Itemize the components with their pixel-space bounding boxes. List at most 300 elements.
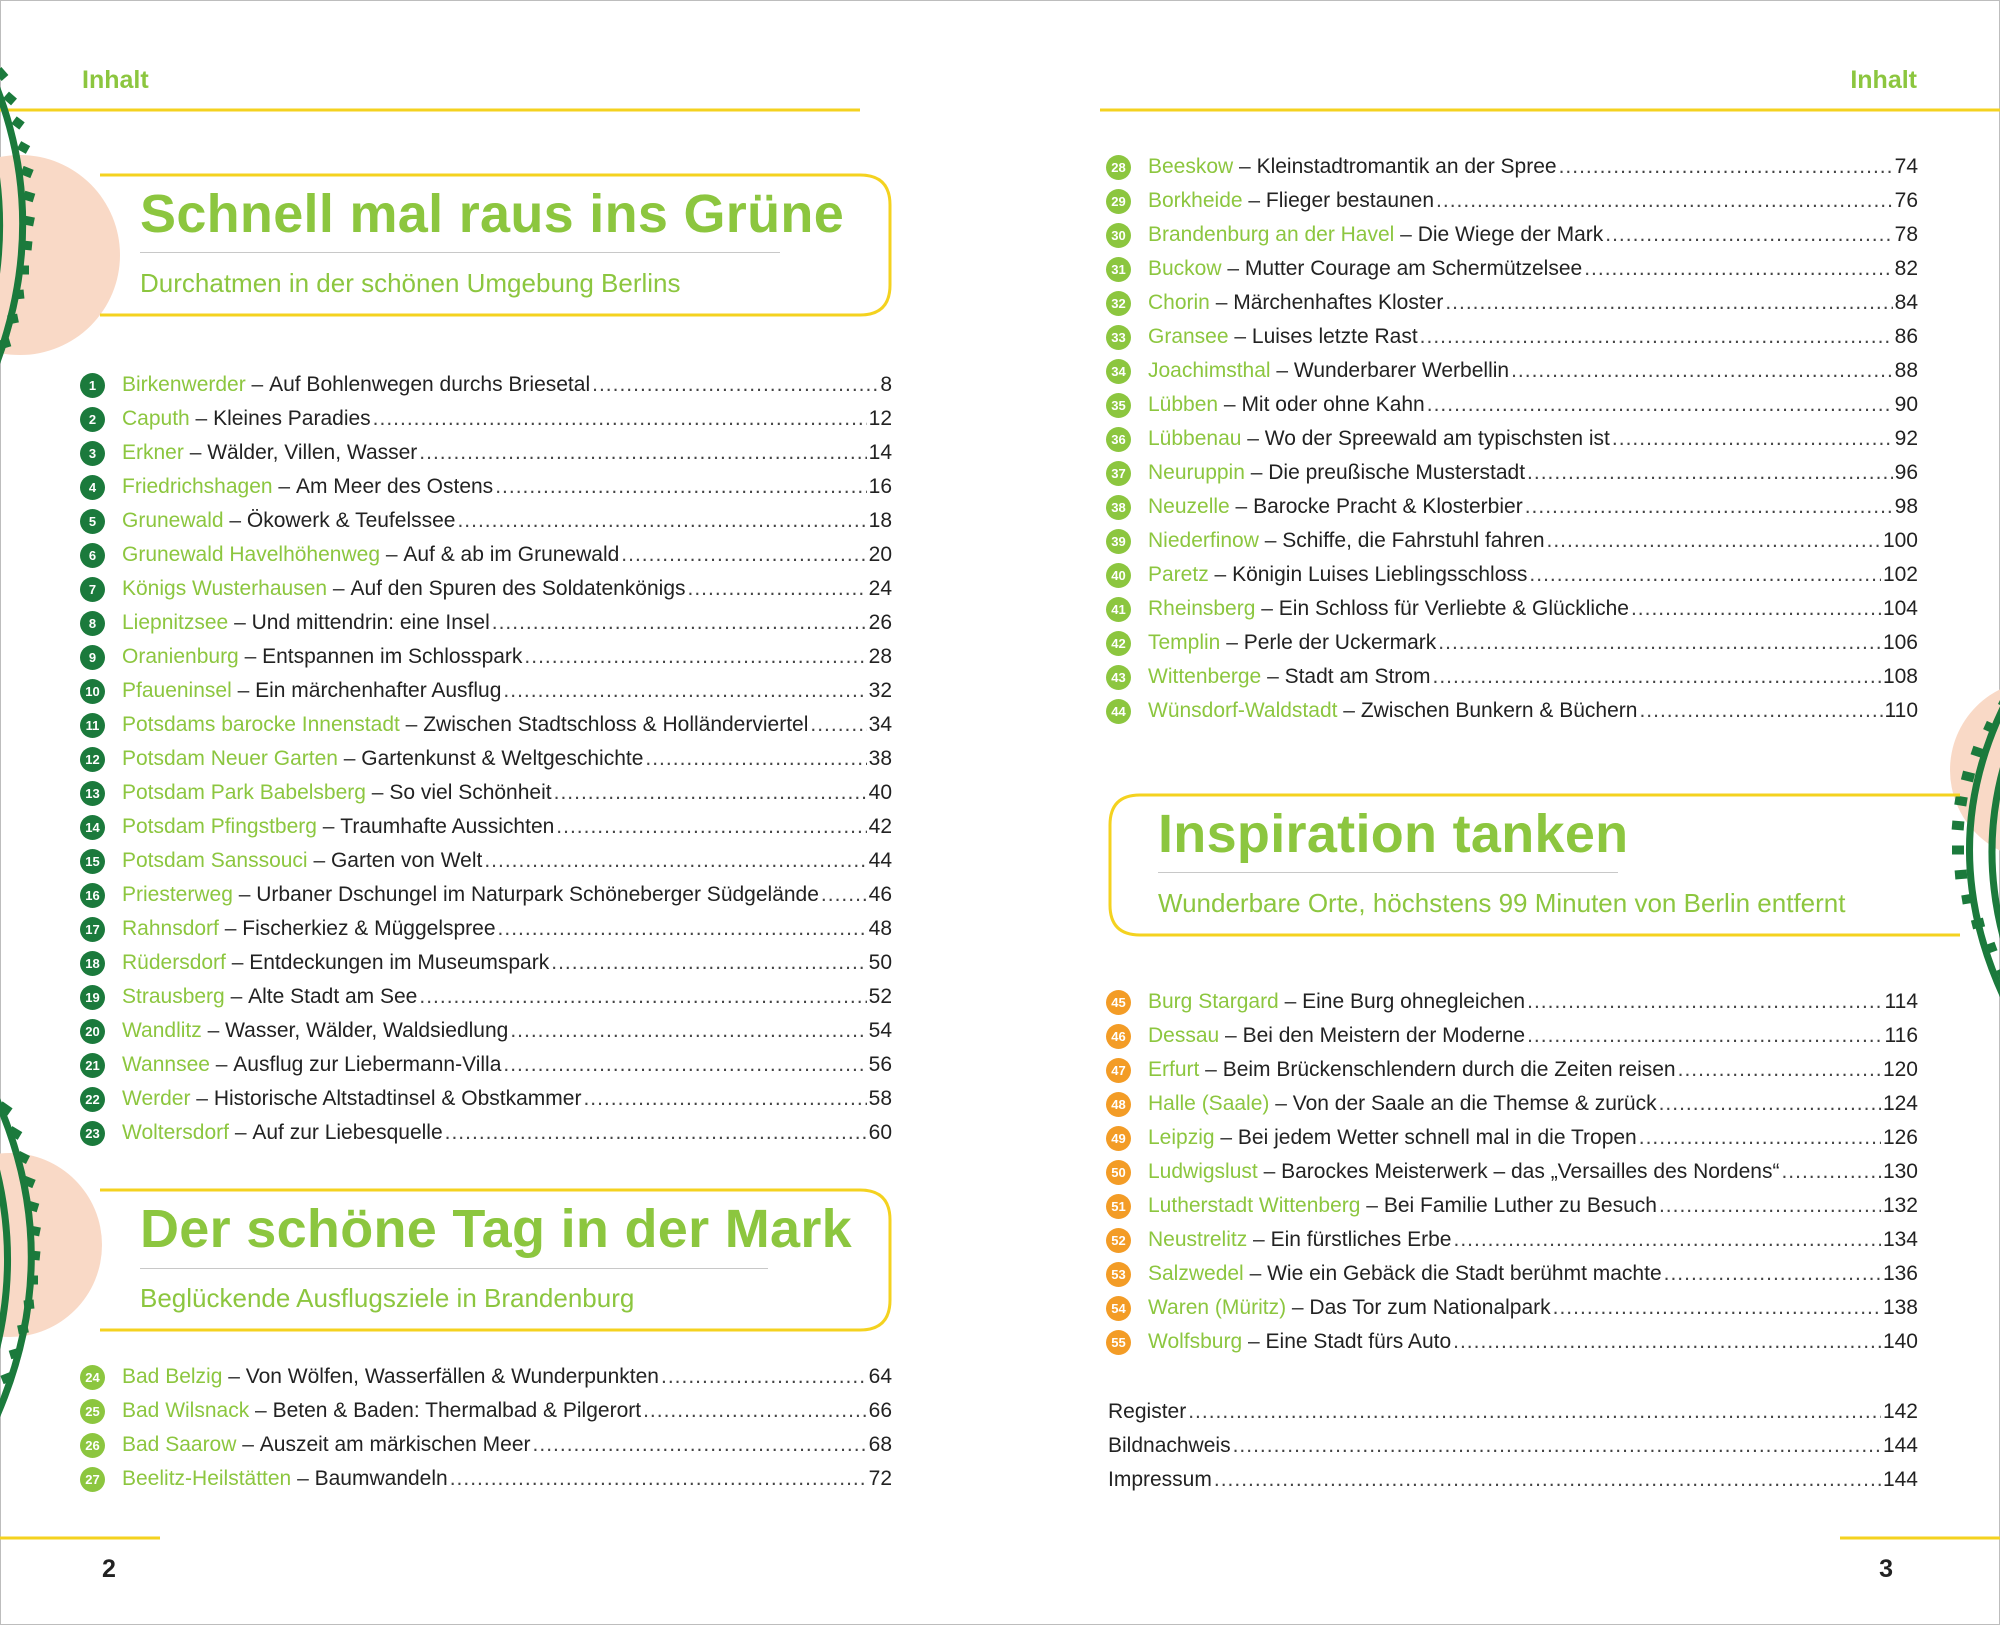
entry-separator: –: [231, 679, 256, 702]
toc-entry[interactable]: [1106, 354, 1918, 388]
entry-place: Wandlitz: [122, 1019, 202, 1042]
entry-number-badge: 32: [1106, 291, 1131, 316]
entry-place: Bad Saarow: [122, 1433, 237, 1456]
toc-entry[interactable]: [80, 1048, 892, 1082]
toc-entry[interactable]: [80, 878, 892, 912]
entry-place: Paretz: [1148, 563, 1209, 586]
leader-dots: [1559, 155, 1893, 179]
leader-dots: [1529, 563, 1881, 587]
leader-dots: [419, 985, 866, 1009]
leader-dots: [643, 1399, 867, 1423]
leader-dots: [1612, 427, 1893, 451]
entry-number-badge: 1: [80, 373, 105, 398]
leader-dots: [1527, 1024, 1882, 1048]
toc-entry[interactable]: [1106, 660, 1918, 694]
entry-page-number: 126: [1882, 1126, 1918, 1149]
leader-dots: [810, 713, 866, 737]
toc-entry[interactable]: [80, 640, 892, 674]
entry-separator: –: [307, 849, 331, 872]
leader-dots: [1527, 461, 1893, 485]
entry-number-badge: 15: [80, 849, 105, 874]
entry-place: Templin: [1148, 631, 1221, 654]
entry-page-number: 12: [868, 407, 892, 430]
toc-entry[interactable]: [1106, 524, 1918, 558]
entry-page-number: 102: [1882, 563, 1918, 586]
toc-entry[interactable]: [1106, 422, 1918, 456]
entry-description: Ausflug zur Liebermann-Villa: [233, 1053, 502, 1076]
entry-place: Neuzelle: [1148, 495, 1230, 518]
entry-number-badge: 21: [80, 1053, 105, 1078]
entry-separator: –: [291, 1467, 315, 1490]
toc-entry[interactable]: [80, 436, 892, 470]
leader-dots: [1427, 393, 1893, 417]
entry-description: Ein märchenhafter Ausflug: [255, 679, 502, 702]
appendix-entry[interactable]: [1108, 1429, 1918, 1463]
entry-number-badge: 11: [80, 713, 105, 738]
entry-number-badge: 31: [1106, 257, 1131, 282]
entry-page-number: 20: [868, 543, 892, 566]
appendix-entry[interactable]: [1108, 1463, 1918, 1497]
leader-dots: [495, 475, 866, 499]
toc-entry[interactable]: [1106, 1257, 1918, 1291]
entry-number-badge: 14: [80, 815, 105, 840]
entry-number-badge: 28: [1106, 155, 1131, 180]
entry-description: Ein Schloss für Verliebte & Glückliche: [1278, 597, 1629, 620]
entry-separator: –: [222, 1365, 246, 1388]
toc-list: [1106, 985, 1918, 1359]
entry-place: Halle (Saale): [1148, 1092, 1270, 1115]
entry-description: So viel Schönheit: [389, 781, 552, 804]
leader-dots: [1525, 495, 1893, 519]
toc-entry[interactable]: [80, 470, 892, 504]
toc-entry[interactable]: [80, 1394, 892, 1428]
entry-description: Flieger bestaunen: [1265, 189, 1435, 212]
entry-number-badge: 44: [1106, 699, 1131, 724]
leader-dots: [1605, 223, 1892, 247]
entry-page-number: 138: [1882, 1296, 1918, 1319]
entry-separator: –: [1242, 189, 1266, 212]
entry-separator: –: [1394, 223, 1418, 246]
entry-number-badge: 49: [1106, 1126, 1131, 1151]
entry-number-badge: 10: [80, 679, 105, 704]
toc-entry[interactable]: [80, 946, 892, 980]
toc-entry[interactable]: [1106, 985, 1918, 1019]
entry-number-badge: 12: [80, 747, 105, 772]
entry-description: Wo der Spreewald am typischsten ist: [1264, 427, 1610, 450]
entry-page-number: 132: [1882, 1194, 1918, 1217]
appendix-label: Register: [1108, 1400, 1187, 1423]
entry-description: Auf Bohlenwegen durchs Briesetal: [269, 373, 591, 396]
entry-separator: –: [1208, 563, 1233, 586]
entry-page-number: 40: [868, 781, 892, 804]
entry-separator: –: [224, 985, 249, 1008]
entry-description: Auf zur Liebesquelle: [252, 1121, 443, 1144]
leader-dots: [821, 883, 867, 907]
entry-description: Das Tor zum Nationalpark: [1309, 1296, 1551, 1319]
entry-number-badge: 25: [80, 1399, 105, 1424]
toc-entry[interactable]: [80, 402, 892, 436]
toc-entry[interactable]: [80, 1462, 892, 1496]
entry-page-number: 100: [1882, 529, 1918, 552]
leader-dots: [510, 1019, 866, 1043]
entry-description: Kleinstadtromantik an der Spree: [1256, 155, 1557, 178]
entry-number-badge: 43: [1106, 665, 1131, 690]
entry-description: Gartenkunst & Weltgeschichte: [361, 747, 644, 770]
entry-page-number: 38: [868, 747, 892, 770]
entry-place: Lübbenau: [1148, 427, 1242, 450]
leader-dots: [484, 849, 866, 873]
entry-number-badge: 3: [80, 441, 105, 466]
entry-number-badge: 54: [1106, 1296, 1131, 1321]
entry-separator: –: [245, 373, 270, 396]
entry-number-badge: 16: [80, 883, 105, 908]
entry-place: Caputh: [122, 407, 190, 430]
section-title: Inspiration tanken: [1158, 804, 1629, 864]
toc-entry[interactable]: [1106, 490, 1918, 524]
entry-separator: –: [236, 1433, 260, 1456]
entry-place: Pfaueninsel: [122, 679, 232, 702]
entry-number-badge: 5: [80, 509, 105, 534]
toc-entry[interactable]: [1106, 626, 1918, 660]
entry-place: Liepnitzsee: [122, 611, 229, 634]
entry-place: Borkheide: [1148, 189, 1243, 212]
entry-page-number: 98: [1894, 495, 1918, 518]
entry-page-number: 42: [868, 815, 892, 838]
section-subtitle: Wunderbare Orte, höchstens 99 Minuten von Berlin entfernt: [1158, 888, 1846, 918]
leader-dots: [1659, 1194, 1881, 1218]
entry-description: Entdeckungen im Museumspark: [249, 951, 550, 974]
entry-separator: –: [1258, 529, 1283, 552]
toc-entry[interactable]: [1106, 218, 1918, 252]
entry-page-number: 86: [1894, 325, 1918, 348]
running-header-left: Inhalt: [82, 66, 149, 94]
entry-separator: –: [337, 747, 362, 770]
entry-description: Garten von Welt: [330, 849, 483, 872]
entry-page-number: 46: [868, 883, 892, 906]
entry-number-badge: 41: [1106, 597, 1131, 622]
leader-dots: [533, 1433, 867, 1457]
entry-page-number: 92: [1894, 427, 1918, 450]
toc-entry[interactable]: [80, 1428, 892, 1462]
entry-number-badge: 23: [80, 1121, 105, 1146]
entry-page-number: 84: [1894, 291, 1918, 314]
leader-dots: [1453, 1330, 1881, 1354]
leader-dots: [373, 407, 867, 431]
entry-number-badge: 34: [1106, 359, 1131, 384]
entry-separator: –: [399, 713, 424, 736]
toc-entry[interactable]: [80, 742, 892, 776]
entry-description: Und mittendrin: eine Insel: [251, 611, 490, 634]
entry-place: Neustrelitz: [1148, 1228, 1248, 1251]
entry-separator: –: [228, 1121, 253, 1144]
entry-separator: –: [238, 645, 263, 668]
entry-page-number: 82: [1894, 257, 1918, 280]
toc-entry[interactable]: [80, 776, 892, 810]
leader-dots: [450, 1467, 867, 1491]
toc-entry[interactable]: [1106, 1053, 1918, 1087]
entry-place: Birkenwerder: [122, 373, 246, 396]
entry-separator: –: [1219, 1024, 1243, 1047]
appendix-label: Bildnachweis: [1108, 1434, 1231, 1457]
entry-separator: –: [1199, 1058, 1223, 1081]
leader-dots: [688, 577, 867, 601]
entry-place: Erkner: [122, 441, 184, 464]
entry-description: Zwischen Stadtschloss & Holländerviertel: [423, 713, 809, 736]
entry-separator: –: [1242, 1330, 1266, 1353]
entry-description: Alte Stadt am See: [248, 985, 418, 1008]
entry-place: Waren (Müritz): [1148, 1296, 1287, 1319]
entry-place: Grunewald Havelhöhenweg: [122, 543, 380, 566]
toc-entry[interactable]: [80, 504, 892, 538]
entry-page-number: 48: [868, 917, 892, 940]
entry-place: Friedrichshagen: [122, 475, 273, 498]
toc-entry[interactable]: [80, 1082, 892, 1116]
leader-dots: [1432, 665, 1880, 689]
toc-entry[interactable]: [80, 1014, 892, 1048]
leader-dots: [1678, 1058, 1881, 1082]
toc-entry[interactable]: [1106, 1087, 1918, 1121]
entry-place: Salzwedel: [1148, 1262, 1244, 1285]
entry-separator: –: [1220, 631, 1244, 654]
leader-dots: [1453, 1228, 1880, 1252]
entry-number-badge: 45: [1106, 990, 1131, 1015]
entry-page-number: 110: [1884, 699, 1918, 722]
entry-description: Stadt am Strom: [1284, 665, 1431, 688]
toc-entry[interactable]: [1106, 1189, 1918, 1223]
entry-page-number: 72: [868, 1467, 892, 1490]
entry-description: Von der Saale an die Themse & zurück: [1292, 1092, 1657, 1115]
page-number-right: 3: [1879, 1555, 1893, 1583]
toc-entry[interactable]: [1106, 320, 1918, 354]
entry-page-number: 32: [868, 679, 892, 702]
entry-page-number: 96: [1894, 461, 1918, 484]
leader-dots: [1664, 1262, 1881, 1286]
entry-description: Wunderbarer Werbellin: [1293, 359, 1510, 382]
entry-number-badge: 19: [80, 985, 105, 1010]
leader-dots: [1188, 1400, 1881, 1424]
toc-entry[interactable]: [1106, 1223, 1918, 1257]
entry-description: Traumhafte Aussichten: [340, 815, 555, 838]
entry-page-number: 50: [868, 951, 892, 974]
leader-dots: [554, 781, 867, 805]
entry-page-number: 144: [1882, 1468, 1918, 1491]
entry-page-number: 16: [868, 475, 892, 498]
entry-page-number: 68: [868, 1433, 892, 1456]
entry-description: Wie ein Gebäck die Stadt berühmt machte: [1267, 1262, 1662, 1285]
entry-page-number: 88: [1894, 359, 1918, 382]
toc-entry[interactable]: [1106, 1291, 1918, 1325]
entry-separator: –: [201, 1019, 226, 1042]
entry-separator: –: [1214, 1126, 1238, 1149]
entry-page-number: 124: [1882, 1092, 1918, 1115]
toc-entry[interactable]: [80, 674, 892, 708]
entry-description: Urbaner Dschungel im Naturpark Schöneberger Südgelände: [256, 883, 819, 906]
entry-page-number: 24: [868, 577, 892, 600]
leader-dots: [1781, 1160, 1880, 1184]
toc-entry[interactable]: [1106, 558, 1918, 592]
entry-page-number: 136: [1882, 1262, 1918, 1285]
entry-description: Ökowerk & Teufelssee: [246, 509, 456, 532]
entry-separator: –: [1228, 325, 1252, 348]
entry-number-badge: 35: [1106, 393, 1131, 418]
entry-place: Wünsdorf-Waldstadt: [1148, 699, 1338, 722]
entry-description: Beim Brückenschlendern durch die Zeiten reisen: [1222, 1058, 1676, 1081]
entry-number-badge: 37: [1106, 461, 1131, 486]
entry-number-badge: 50: [1106, 1160, 1131, 1185]
toc-entry[interactable]: [80, 538, 892, 572]
entry-place: Burg Stargard: [1148, 990, 1279, 1013]
toc-entry[interactable]: [1106, 1121, 1918, 1155]
entry-description: Historische Altstadtinsel & Obstkammer: [213, 1087, 582, 1110]
entry-place: Potsdam Neuer Garten: [122, 747, 338, 770]
appendix-list: [1108, 1395, 1918, 1497]
entry-page-number: 140: [1882, 1330, 1918, 1353]
entry-description: Zwischen Bunkern & Büchern: [1360, 699, 1638, 722]
entry-separator: –: [1218, 393, 1242, 416]
toc-entry[interactable]: [1106, 456, 1918, 490]
section-title: Der schöne Tag in der Mark: [140, 1199, 852, 1259]
entry-page-number: 134: [1882, 1228, 1918, 1251]
entry-page-number: 116: [1884, 1024, 1918, 1047]
toc-entry[interactable]: [80, 980, 892, 1014]
entry-number-badge: 51: [1106, 1194, 1131, 1219]
entry-place: Werder: [122, 1087, 191, 1110]
entry-place: Niederfinow: [1148, 529, 1259, 552]
toc-entry[interactable]: [80, 912, 892, 946]
leader-dots: [645, 747, 866, 771]
leader-dots: [1420, 325, 1893, 349]
leader-dots: [1639, 1126, 1881, 1150]
toc-list: [80, 368, 892, 1150]
entry-place: Chorin: [1148, 291, 1210, 314]
entry-number-badge: 8: [80, 611, 105, 636]
toc-entry[interactable]: [80, 572, 892, 606]
toc-entry[interactable]: [1106, 150, 1918, 184]
leader-dots: [419, 441, 866, 465]
entry-separator: –: [190, 1087, 214, 1110]
leader-dots: [498, 917, 867, 941]
toc-entry[interactable]: [1106, 388, 1918, 422]
entry-separator: –: [1269, 1092, 1293, 1115]
entry-description: Wälder, Villen, Wasser: [207, 441, 418, 464]
entry-number-badge: 55: [1106, 1330, 1131, 1355]
toc-entry[interactable]: [80, 606, 892, 640]
toc-entry[interactable]: [1106, 1325, 1918, 1359]
entry-place: Lübben: [1148, 393, 1219, 416]
leader-dots: [621, 543, 866, 567]
entry-place: Potsdam Park Babelsberg: [122, 781, 366, 804]
leader-dots: [1233, 1434, 1881, 1458]
toc-entry[interactable]: [80, 1360, 892, 1394]
leader-dots: [503, 679, 866, 703]
entry-page-number: 130: [1882, 1160, 1918, 1183]
peach-circle-bottom-left: [0, 1153, 102, 1337]
entry-description: Schiffe, die Fahrstuhl fahren: [1282, 529, 1545, 552]
toc-entry[interactable]: [1106, 1019, 1918, 1053]
entry-page-number: 8: [880, 373, 892, 396]
entry-description: Eine Burg ohnegleichen: [1302, 990, 1526, 1013]
running-header-right: Inhalt: [1850, 66, 1917, 94]
page-number-left: 2: [102, 1555, 116, 1583]
entry-number-badge: 9: [80, 645, 105, 670]
section-divider: [1158, 872, 1618, 873]
leader-dots: [1436, 189, 1893, 213]
entry-number-badge: 6: [80, 543, 105, 568]
entry-page-number: 28: [868, 645, 892, 668]
entry-place: Dessau: [1148, 1024, 1220, 1047]
toc-entry[interactable]: [80, 708, 892, 742]
toc-entry[interactable]: [1106, 1155, 1918, 1189]
entry-description: Bei jedem Wetter schnell mal in die Tropen: [1237, 1126, 1637, 1149]
leader-dots: [457, 509, 866, 533]
entry-separator: –: [189, 407, 214, 430]
toc-entry[interactable]: [80, 368, 892, 402]
entry-number-badge: 39: [1106, 529, 1131, 554]
entry-description: Die preußische Musterstadt: [1268, 461, 1526, 484]
section-divider: [140, 1268, 768, 1269]
toc-entry[interactable]: [1106, 184, 1918, 218]
entry-separator: –: [228, 611, 252, 634]
entry-separator: –: [1221, 257, 1245, 280]
entry-page-number: 106: [1882, 631, 1918, 654]
entry-page-number: 44: [868, 849, 892, 872]
toc-entry[interactable]: [80, 844, 892, 878]
leader-dots: [1527, 990, 1882, 1014]
toc-entry[interactable]: [1106, 286, 1918, 320]
appendix-label: Impressum: [1108, 1468, 1212, 1491]
toc-entry[interactable]: [1106, 694, 1918, 728]
entry-description: Die Wiege der Mark: [1417, 223, 1604, 246]
toc-entry[interactable]: [80, 1116, 892, 1150]
entry-number-badge: 47: [1106, 1058, 1131, 1083]
entry-number-badge: 4: [80, 475, 105, 500]
entry-page-number: 14: [868, 441, 892, 464]
entry-number-badge: 46: [1106, 1024, 1131, 1049]
entry-place: Lutherstadt Wittenberg: [1148, 1194, 1361, 1217]
entry-separator: –: [232, 883, 257, 906]
entry-separator: –: [1243, 1262, 1268, 1285]
toc-entry[interactable]: [80, 810, 892, 844]
entry-page-number: 142: [1882, 1400, 1918, 1423]
entry-number-badge: 18: [80, 951, 105, 976]
toc-entry[interactable]: [1106, 252, 1918, 286]
toc-entry[interactable]: [1106, 592, 1918, 626]
entry-place: Rahnsdorf: [122, 917, 219, 940]
entry-place: Beeskow: [1148, 155, 1234, 178]
section-subtitle: Durchatmen in der schönen Umgebung Berlins: [140, 268, 681, 298]
entry-separator: –: [183, 441, 208, 464]
entry-separator: –: [1278, 990, 1303, 1013]
entry-description: Mutter Courage am Schermützelsee: [1244, 257, 1583, 280]
entry-separator: –: [218, 917, 243, 940]
entry-place: Strausberg: [122, 985, 225, 1008]
leader-dots: [445, 1121, 867, 1145]
entry-page-number: 64: [868, 1365, 892, 1388]
entry-number-badge: 7: [80, 577, 105, 602]
entry-description: Bei den Meistern der Moderne: [1242, 1024, 1526, 1047]
entry-page-number: 76: [1894, 189, 1918, 212]
appendix-entry[interactable]: [1108, 1395, 1918, 1429]
entry-separator: –: [1286, 1296, 1310, 1319]
entry-page-number: 78: [1894, 223, 1918, 246]
entry-description: Perle der Uckermark: [1243, 631, 1437, 654]
entry-page-number: 54: [868, 1019, 892, 1042]
entry-separator: –: [1360, 1194, 1384, 1217]
entry-place: Potsdams barocke Innenstadt: [122, 713, 400, 736]
section-title: Schnell mal raus ins Grüne: [140, 184, 845, 244]
entry-separator: –: [1244, 461, 1269, 484]
entry-place: Grunewald: [122, 509, 224, 532]
